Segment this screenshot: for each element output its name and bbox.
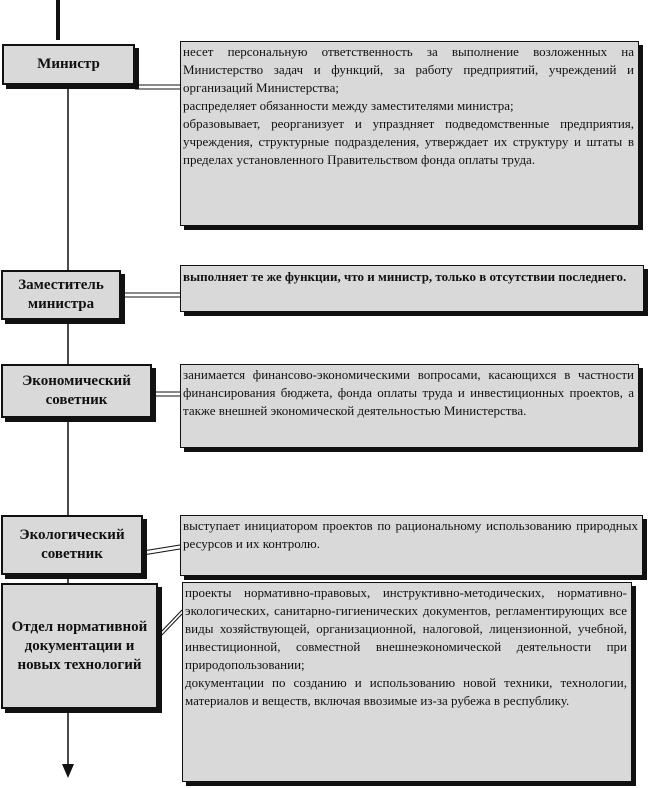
node-minister [2,44,135,85]
desc-econ [180,364,639,448]
connector-minister [135,85,180,89]
desc-minister-p1: несет персональную ответственность за выполнение возложенных на Министерство задач и функций, за работу предприятий, учреждений и организаций Министерства; [183,44,634,95]
desc-eco-p1: выступает инициатором проектов по рациональному использованию природных ресурсов и их контролю. [183,518,638,551]
desc-dept [182,582,632,782]
node-econ [1,364,152,418]
node-eco [1,515,143,575]
desc-econ-p1: занимается финансово-экономическими вопросами, касающихся в частности финансирования бюджета, фонда оплаты труда и инвестиционных проектов, а также внешней экономической деятельностью Министерства. [183,367,634,418]
desc-eco [180,515,643,576]
node-dept [1,583,158,709]
connector-econ [152,392,180,396]
node-econ-label: Экономический советник [22,373,131,408]
desc-dept-p1: проекты нормативно-правовых, инструктивно-методических, нормативно-экологических, санитарно-гигиенических документов, регламентирующих все виды хозяйствующей, организационной, налоговой, лицензионной, учебной, инвестиционной, совместной внешнеэкономической деятельности при природопользовании; [185,585,627,672]
desc-deputy [180,265,644,312]
bottom-arrowhead [62,764,74,778]
desc-deputy-p1: выполняет те же функции, что и министр, только в отсутствии последнего. [183,269,627,284]
node-dept-label: Отдел нормативной документации и новых технологий [11,618,148,673]
connector-dept [160,610,182,637]
desc-minister-p2: распределяет обязанности между заместителями министра; [183,98,514,113]
node-minister-label: Министр [37,56,100,72]
node-deputy-label: Заместитель министра [18,277,104,312]
desc-minister-p3: образовывает, реорганизует и упраздняет подведомственные предприятия, учреждения, структурные подразделения, утверждает их структуру и штаты в пределах установленного Правительством фонда оплаты труда. [183,116,634,167]
desc-minister [180,41,639,226]
connector-deputy [121,293,180,297]
node-eco-label: Экологический советник [19,527,125,562]
desc-dept-p2: документации по созданию и использованию новой техники, технологии, материалов и веществ, включая ввозимые из-за рубежа в республику. [185,675,627,708]
node-deputy [1,270,121,320]
connector-eco [143,545,180,555]
